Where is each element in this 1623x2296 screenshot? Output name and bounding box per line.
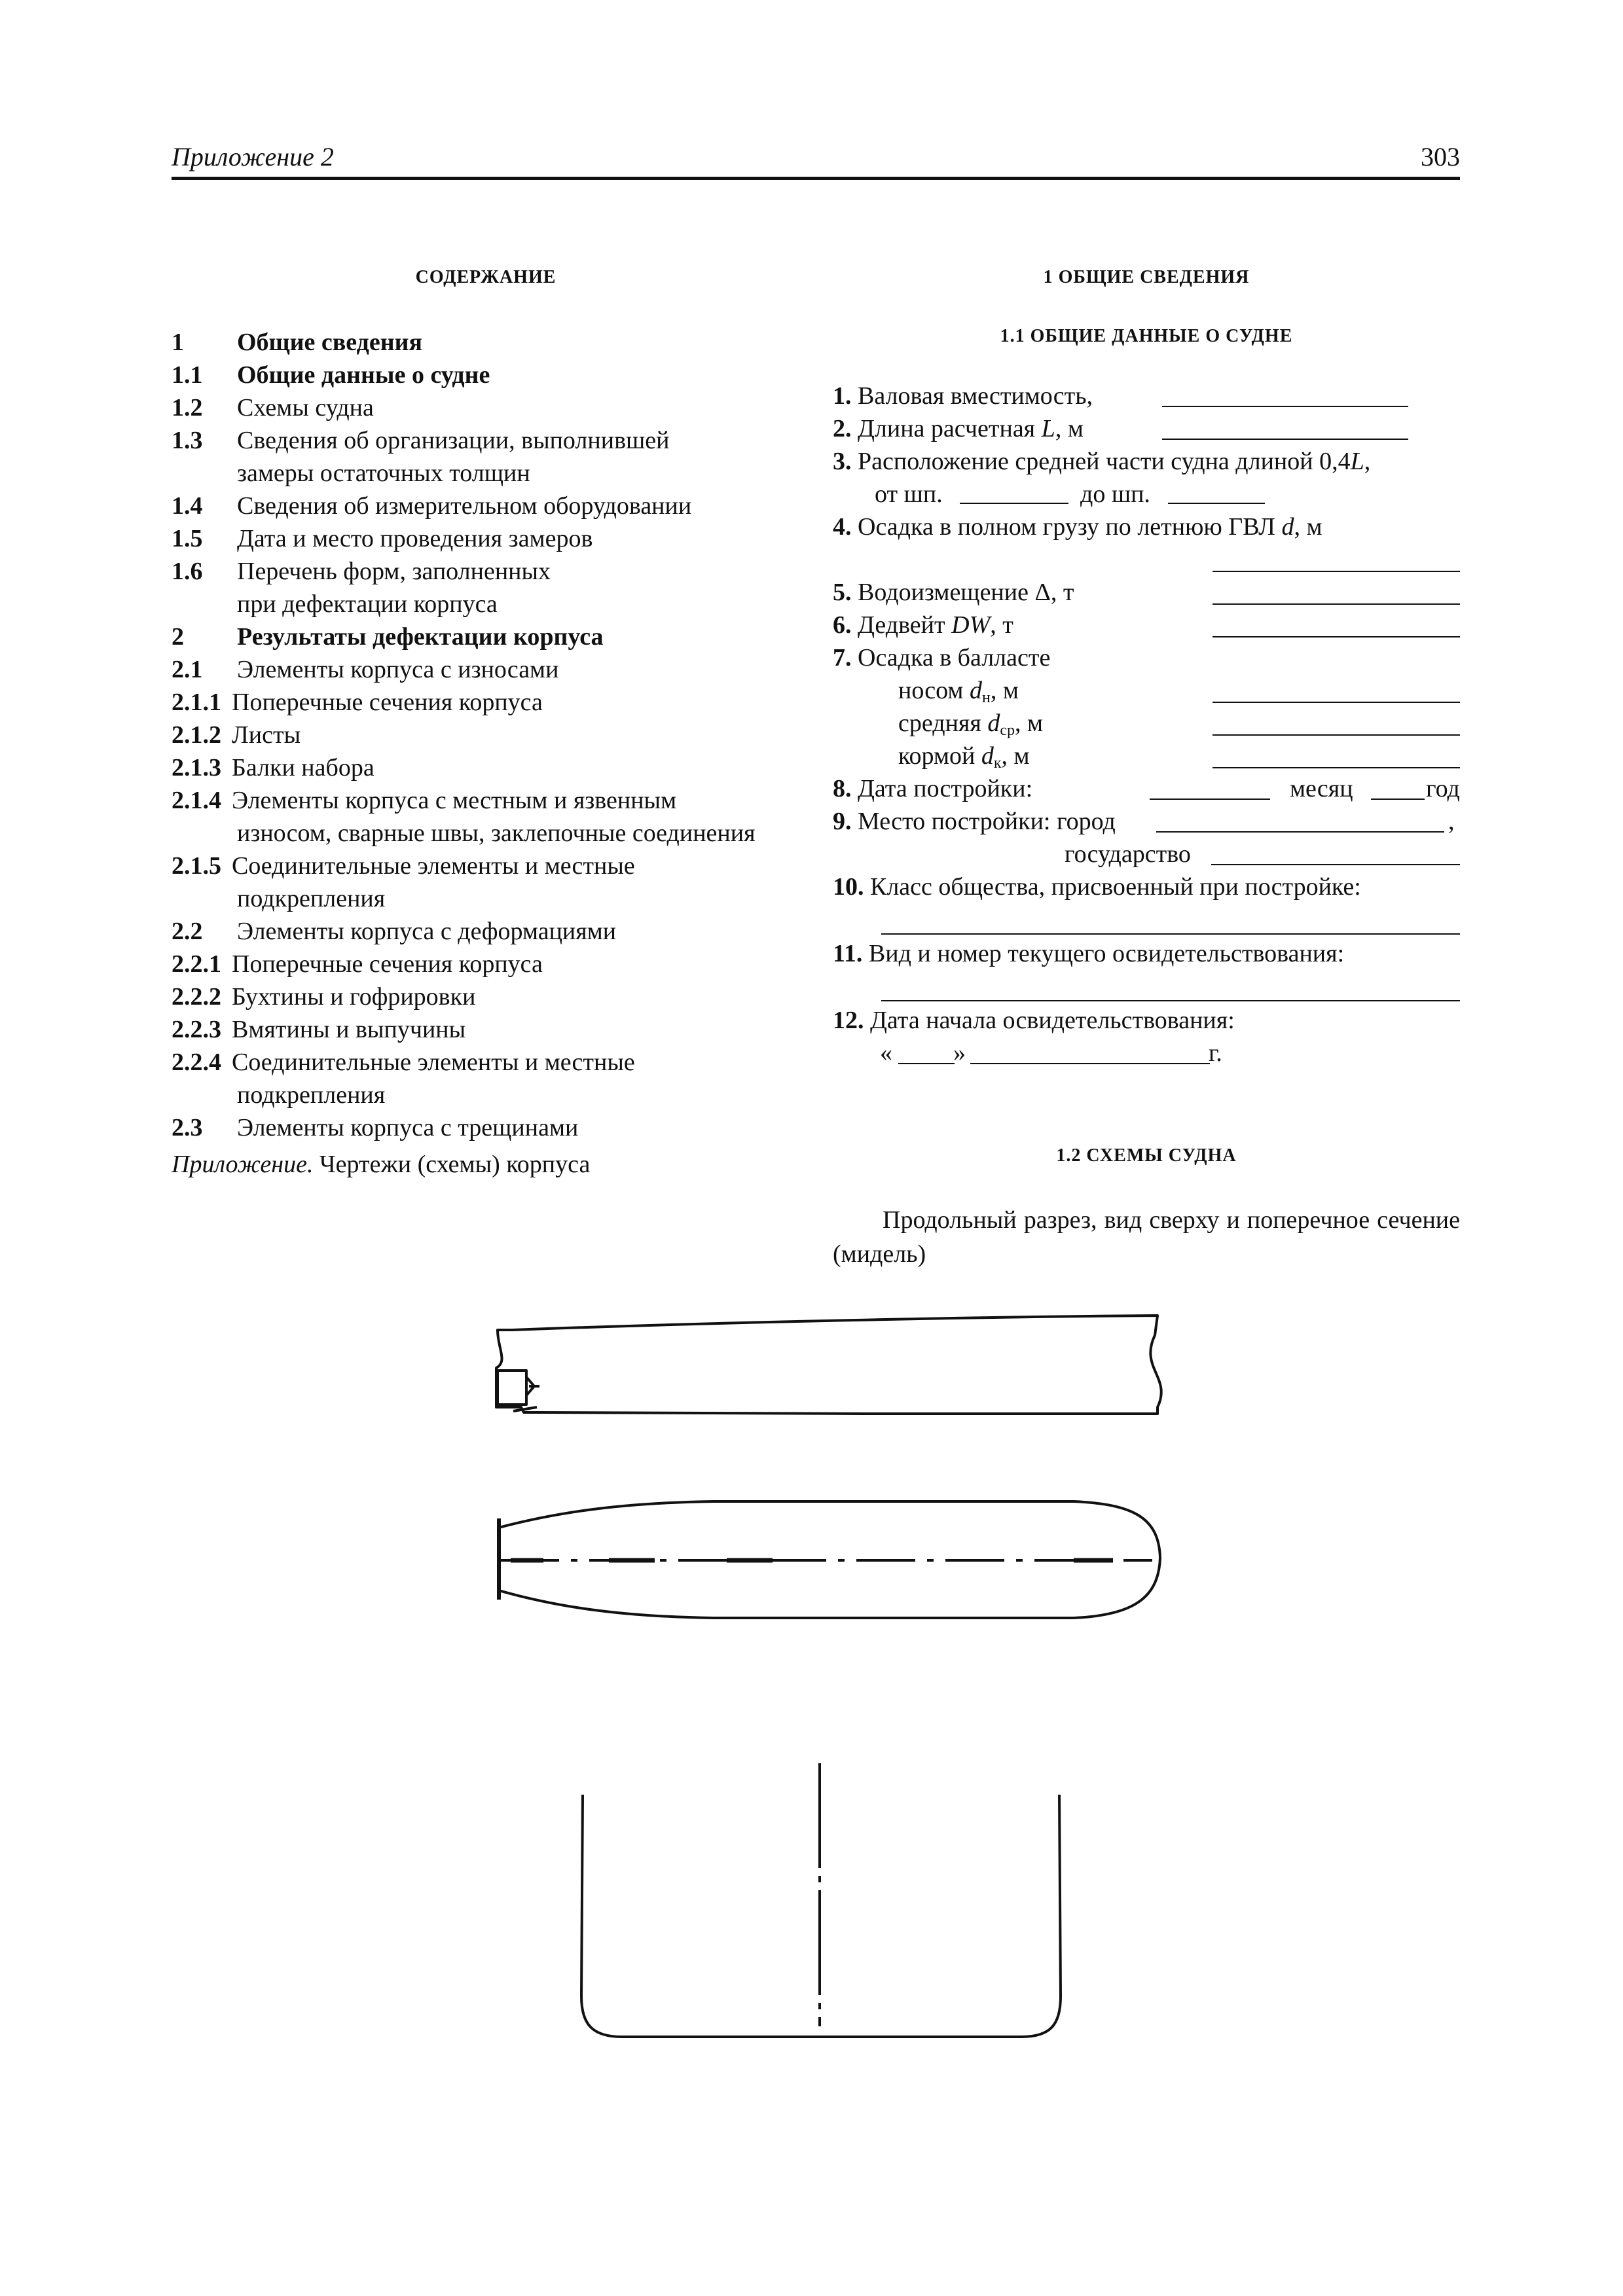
toc-item-number: 2: [172, 623, 184, 651]
toc-item-text: при дефектации корпуса: [237, 590, 498, 618]
longitudinal-section-drawing: [496, 1316, 1161, 1414]
toc-item-text: износом, сварные швы, заклепочные соединения: [237, 819, 756, 847]
toc-item-number: 2.1.1: [172, 689, 221, 716]
toc-appendix-label: Приложение.: [172, 1151, 314, 1178]
toc-item-text: Элементы корпуса с трещинами: [237, 1114, 579, 1141]
midship-section-drawing: [581, 1763, 1061, 2037]
toc-item-number: 2.2.1: [172, 950, 221, 978]
survey-date-close-quote: »: [953, 1039, 966, 1067]
toc-item-text: Элементы корпуса с износами: [237, 656, 559, 683]
toc-item-number: 1.1: [172, 361, 203, 389]
field-survey-start-date: 12. Дата начала освидетельствования:: [833, 1007, 1235, 1034]
toc-item-number: 1.3: [172, 427, 203, 454]
toc-item-number: 2.1: [172, 656, 203, 683]
running-header-title: Приложение 2: [172, 142, 334, 171]
toc-item-text: Элементы корпуса с деформациями: [237, 918, 617, 945]
toc-item-text: Листы: [232, 721, 301, 749]
field-build-place: 9. Место постройки: город: [833, 808, 1116, 835]
midship-frame-range: от шп.: [875, 480, 943, 508]
build-state-label: государство: [1065, 840, 1191, 868]
page-number: 303: [1421, 142, 1460, 171]
general-section-title: 1 ОБЩИЕ СВЕДЕНИЯ: [1043, 267, 1250, 287]
build-city-comma: ,: [1448, 808, 1455, 835]
field-class-society: 10. Класс общества, присвоенный при постройке:: [833, 873, 1361, 901]
build-month-label: месяц: [1290, 775, 1353, 802]
toc-item-text: замеры остаточных толщин: [237, 459, 530, 487]
toc-item-number: 2.3: [172, 1114, 203, 1141]
toc-item-text: подкрепления: [237, 885, 386, 912]
ballast-draft-bow: носом $d_н$, м: [898, 677, 1019, 706]
toc-item-text: подкрепления: [237, 1081, 386, 1109]
toc-item-text: Поперечные сечения корпуса: [232, 689, 543, 716]
toc-item-text: Общие сведения: [237, 329, 423, 356]
midship-frame-to: до шп.: [1080, 480, 1150, 508]
toc-item-number: 2.1.5: [172, 852, 221, 880]
ship-data-subtitle: 1.1 ОБЩИЕ ДАННЫЕ О СУДНЕ: [1000, 326, 1293, 346]
field-build-date: 8. Дата постройки:: [833, 775, 1033, 802]
toc-item-number: 1.5: [172, 525, 203, 552]
toc-item-text: Балки набора: [232, 754, 374, 781]
toc-item-number: 1.2: [172, 394, 203, 422]
ballast-draft-stern: кормой $d_к$, м: [898, 742, 1030, 772]
toc-item-text: Соединительные элементы и местные: [232, 1049, 635, 1076]
toc-item-number: 1: [172, 329, 184, 356]
field-deadweight: 6. Дедвейт DW, т: [833, 611, 1013, 639]
field-design-length: 2. Длина расчетная L, м: [833, 415, 1084, 442]
toc-title: СОДЕРЖАНИЕ: [415, 267, 556, 287]
top-view-drawing: [499, 1501, 1160, 1618]
toc-item-text: Соединительные элементы и местные: [232, 852, 635, 880]
field-gross-tonnage: 1. Валовая вместимость,: [833, 382, 1093, 410]
toc-item-number: 2.2.4: [172, 1049, 221, 1076]
build-year-label: год: [1426, 775, 1460, 802]
toc-item-text: Сведения об измерительном оборудовании: [237, 492, 692, 520]
toc-item-text: Вмятины и выпучины: [232, 1016, 466, 1043]
toc-item-number: 2.1.3: [172, 754, 221, 781]
toc-item-text: Дата и место проведения замеров: [237, 525, 593, 552]
toc-item-text: Общие данные о судне: [237, 361, 490, 389]
toc-item-number: 1.6: [172, 558, 203, 585]
field-summer-draft: 4. Осадка в полном грузу по летнюю ГВЛ d, м: [833, 513, 1322, 541]
ship-schemes-title: 1.2 СХЕМЫ СУДНА: [1056, 1145, 1237, 1166]
toc-item-number: 2.1.4: [172, 787, 221, 814]
toc-item-text: Элементы корпуса с местным и язвенным: [232, 787, 677, 814]
toc-item-number: 1.4: [172, 492, 203, 520]
toc-item-text: Сведения об организации, выполнившей: [237, 427, 670, 454]
toc-item-text: Схемы судна: [237, 394, 374, 422]
toc-item-number: 2.2: [172, 918, 203, 945]
field-current-survey: 11. Вид и номер текущего освидетельствования:: [833, 940, 1345, 967]
field-displacement: 5. Водоизмещение Δ, т: [833, 579, 1074, 606]
toc-appendix-text: Чертежи (схемы) корпуса: [319, 1151, 591, 1178]
toc-item-number: 2.2.3: [172, 1016, 221, 1043]
toc-item-text: Поперечные сечения корпуса: [232, 950, 543, 978]
toc-item-number: 2.1.2: [172, 721, 221, 749]
survey-year-suffix: г.: [1209, 1039, 1222, 1067]
toc-item-text: Перечень форм, заполненных: [237, 558, 551, 585]
survey-date-open-quote: «: [880, 1039, 892, 1067]
field-midship-location: 3. Расположение средней части судна длиной 0,4L,: [833, 448, 1371, 475]
toc-item-text: Результаты дефектации корпуса: [237, 623, 604, 651]
field-ballast-draft: 7. Осадка в балласте: [833, 644, 1051, 672]
toc-item-text: Бухтины и гофрировки: [232, 983, 476, 1011]
schemes-note: Продольный разрез, вид сверху и поперечное сечение (мидель): [833, 1206, 1460, 1268]
ballast-draft-mid: средняя $d_{ср}$, м: [898, 709, 1044, 739]
toc-item-number: 2.2.2: [172, 983, 221, 1011]
